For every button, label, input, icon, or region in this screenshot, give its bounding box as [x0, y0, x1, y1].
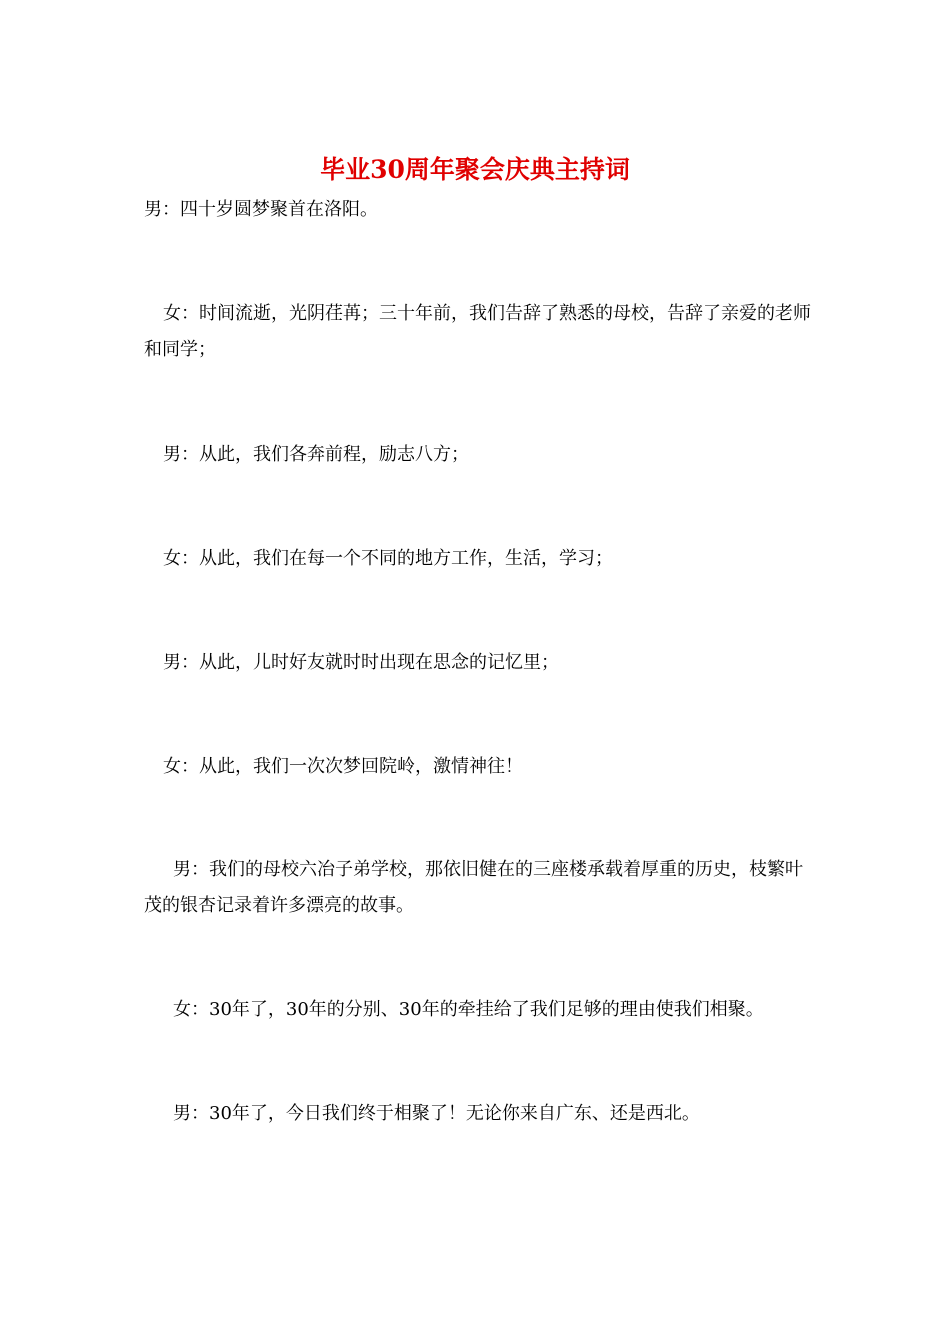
- paragraph-5: 男：从此，儿时好友就时时出现在思念的记忆里；: [163, 652, 559, 673]
- paragraph-7: 男：我们的母校六冶子弟学校，那依旧健在的三座楼承载着厚重的历史，枝繁叶茂的银杏记录着许多漂亮的故事。: [144, 859, 803, 916]
- paragraph-2: 女：时间流逝，光阴荏苒；三十年前，我们告辞了熟悉的母校，告辞了亲爱的老师和同学；: [144, 303, 811, 360]
- paragraph-9: 男：30年了，今日我们终于相聚了！无论你来自广东、还是西北。: [173, 1103, 700, 1124]
- paragraph-3: 男：从此，我们各奔前程，励志八方；: [163, 444, 469, 465]
- paragraph-6: 女：从此，我们一次次梦回院岭，激情神往！: [163, 756, 523, 777]
- paragraph-8: 女：30年了，30年的分别、30年的牵挂给了我们足够的理由使我们相聚。: [173, 999, 764, 1020]
- document-title: 毕业30周年聚会庆典主持词: [320, 155, 630, 184]
- paragraph-1: 男：四十岁圆梦聚首在洛阳。: [144, 199, 378, 220]
- paragraph-4: 女：从此，我们在每一个不同的地方工作，生活，学习；: [163, 548, 613, 569]
